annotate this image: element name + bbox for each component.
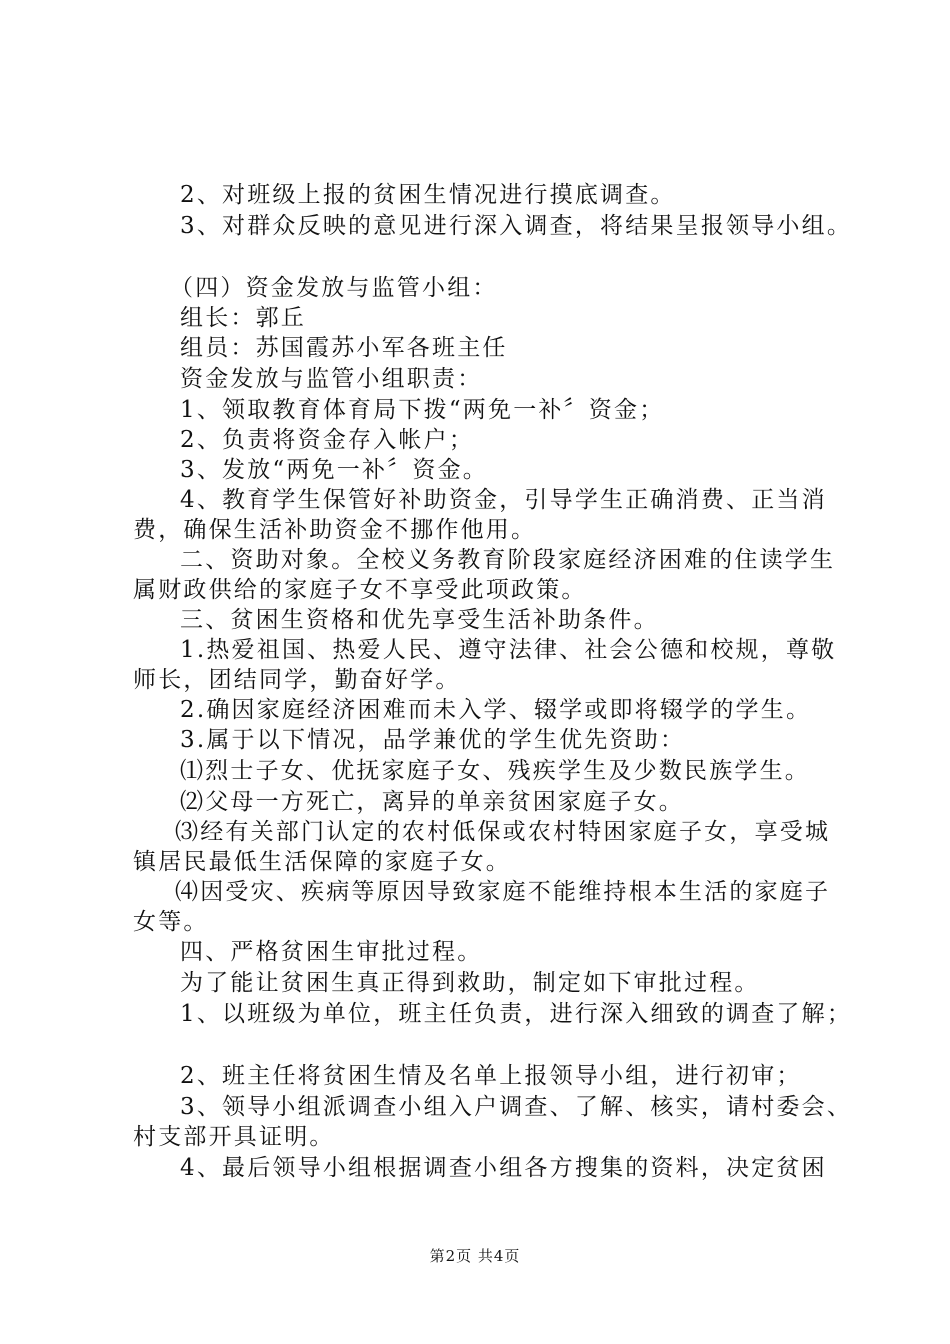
- text-line: 资金发放与监管小组职责：: [180, 366, 483, 392]
- text-line: 4、教育学生保管好补助资金，引导学生正确消费、正当消: [180, 487, 827, 513]
- section-heading: 四、严格贫困生审批过程。: [180, 939, 483, 965]
- text-line: 镇居民最低生活保障的家庭子女。: [133, 849, 511, 875]
- text-line: 2、对班级上报的贫困生情况进行摸底调查。: [180, 182, 676, 208]
- text-line: 村支部开具证明。: [133, 1124, 335, 1150]
- section-heading: 三、贫困生资格和优先享受生活补助条件。: [180, 607, 659, 633]
- text-line: 女等。: [133, 909, 209, 935]
- page-footer: 第2页 共4页: [429, 1247, 521, 1265]
- text-line: 3、领导小组派调查小组入户调查、了解、核实，请村委会、: [180, 1094, 853, 1120]
- text-line: 3、发放“两免一补〞资金。: [180, 457, 488, 483]
- text-line: 1、以班级为单位，班主任负责，进行深入细致的调查了解；: [180, 1001, 853, 1027]
- text-line: 3、对群众反映的意见进行深入调查，将结果呈报领导小组。: [180, 213, 853, 239]
- text-line: 组员：苏国霞苏小军各班主任: [180, 335, 508, 361]
- text-line: 4、最后领导小组根据调查小组各方搜集的资料，决定贫困: [180, 1155, 827, 1181]
- text-line: 费，确保生活补助资金不挪作他用。: [133, 517, 537, 543]
- text-line: 1、领取教育体育局下拨“两免一补〞资金；: [180, 397, 665, 423]
- text-line: 2、负责将资金存入帐户；: [180, 427, 475, 453]
- text-line: 属财政供给的家庭子女不享受此项政策。: [133, 577, 587, 603]
- text-line: ⑷因受灾、疾病等原因导致家庭不能维持根本生活的家庭子: [175, 879, 831, 905]
- text-line: ⑵父母一方死亡，离异的单亲贫困家庭子女。: [180, 789, 684, 815]
- text-line: 师长，团结同学，勤奋好学。: [133, 667, 461, 693]
- section-heading: （四）资金发放与监管小组：: [170, 275, 498, 301]
- text-line: ⑴烈士子女、优抚家庭子女、残疾学生及少数民族学生。: [180, 758, 810, 784]
- text-line: 2、班主任将贫困生情及名单上报领导小组，进行初审；: [180, 1063, 802, 1089]
- text-line: ⑶经有关部门认定的农村低保或农村特困家庭子女，享受城: [175, 819, 831, 845]
- text-line: 二、资助对象。全校义务教育阶段家庭经济困难的住读学生: [180, 547, 836, 573]
- text-line: 为了能让贫困生真正得到救助，制定如下审批过程。: [180, 970, 760, 996]
- text-line: 组长：郭丘: [180, 305, 306, 331]
- text-line: 3.属于以下情况，品学兼优的学生优先资助：: [180, 727, 686, 753]
- text-line: 1.热爱祖国、热爱人民、遵守法律、社会公德和校规，尊敬: [180, 637, 837, 663]
- text-line: 2.确因家庭经济困难而未入学、辍学或即将辍学的学生。: [180, 697, 812, 723]
